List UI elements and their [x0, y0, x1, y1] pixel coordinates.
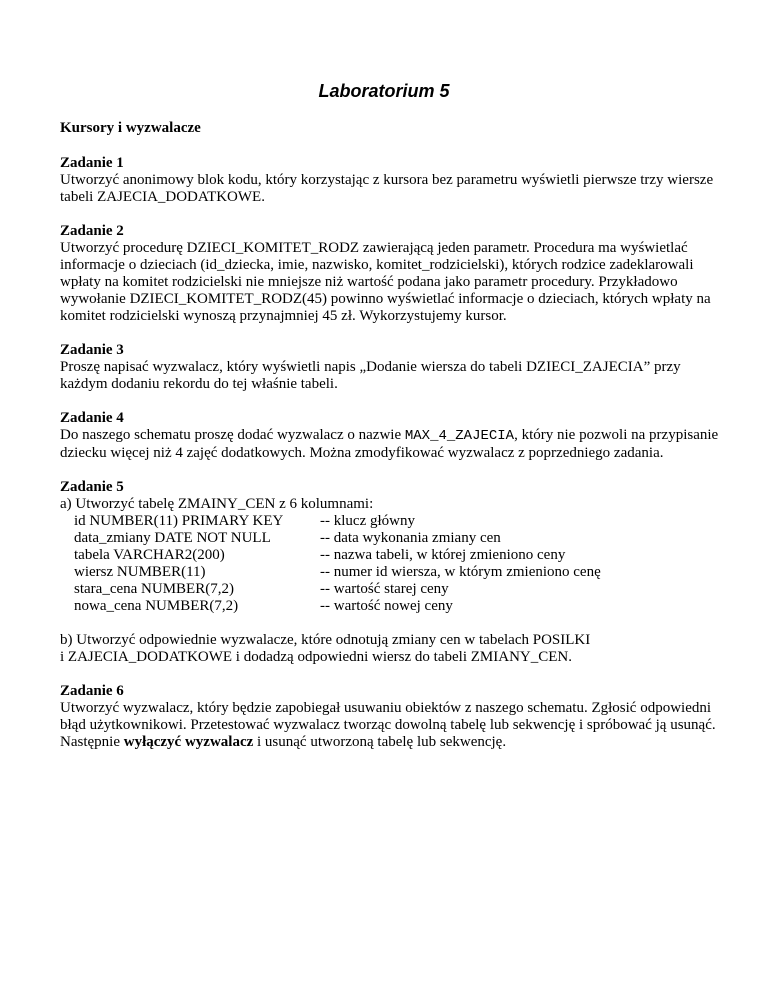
table-row	[74, 564, 601, 581]
task-4-text-after: , który nie pozwoli na przypisanie dziecku więcej niż 4 zajęć dodatkowych. Można zmodyfikować wyzwalacz z poprzedniego zadania.	[60, 427, 719, 461]
task-5-part-b-line-1: b) Utworzyć odpowiednie wyzwalacze, które odnotują zmiany cen w tabelach POSILKI	[60, 632, 591, 648]
task-4-text-before: Do naszego schematu proszę dodać wyzwalacz o nazwie	[60, 427, 405, 443]
column-comment: -- klucz główny	[320, 513, 415, 529]
task-5-heading: Zadanie 5	[60, 479, 124, 495]
table-row	[74, 598, 601, 615]
task-6-text-before: Utworzyć wyzwalacz, który będzie zapobiegał usuwaniu obiektów z naszego schematu. Zgłosić odpowiedni błąd użytkownikowi. Przetestować wyzwalacz tworząc dowolną tabelę lub sekwencję i spróbować ją usunąć. Następnie	[60, 700, 716, 750]
column-definition: tabela VARCHAR2(200)	[74, 547, 225, 563]
column-comment: -- numer id wiersza, w którym zmieniono cenę	[320, 564, 601, 580]
table-row	[74, 581, 601, 598]
column-comment: -- data wykonania zmiany cen	[320, 530, 501, 546]
task-3	[60, 342, 720, 393]
task-4-text	[60, 427, 720, 462]
table-row	[74, 547, 601, 564]
task-5	[60, 479, 720, 666]
task-1-text: Utworzyć anonimowy blok kodu, który korzystając z kursora bez parametru wyświetli pierwsze trzy wiersze tabeli ZAJECIA_DODATKOWE.	[60, 172, 714, 205]
column-comment: -- wartość starej ceny	[320, 581, 449, 597]
trigger-name-code: MAX_4_ZAJECIA	[404, 428, 515, 444]
column-definition: stara_cena NUMBER(7,2)	[74, 581, 234, 597]
columns-table	[74, 513, 601, 615]
task-2-heading: Zadanie 2	[60, 223, 124, 239]
task-2-text: Utworzyć procedurę DZIECI_KOMITET_RODZ zawierającą jeden parametr. Procedura ma wyświetlać informacje o dzieciach (id_dziecka, imie, nazwisko, komitet_rodzicielski), których rodzice zadeklarowali wpłaty na komitet rodzicielski nie mniejsze niż wartość podana jako parametr procedury. Przykładowo wywołanie DZIECI_KOMITET_RODZ(45) powinno wyświetlać informacje o dzieciach, których wpłaty na komitet rodzicielski wynoszą przynajmniej 45 zł. Wykorzystujemy kursor.	[60, 240, 711, 324]
document-title: Laboratorium 5	[318, 81, 450, 101]
task-5-part-b-line-2: i ZAJECIA_DODATKOWE i dodadzą odpowiedni wiersz do tabeli ZMIANY_CEN.	[60, 649, 572, 665]
section-subtitle: Kursory i wyzwalacze	[60, 120, 201, 136]
task-2	[60, 223, 720, 325]
column-comment: -- wartość nowej ceny	[320, 598, 453, 614]
task-4-heading: Zadanie 4	[60, 410, 124, 426]
task-6	[60, 683, 720, 751]
task-6-bold-phrase: wyłączyć wyzwalacz	[123, 734, 254, 750]
column-definition: id NUMBER(11) PRIMARY KEY	[74, 513, 284, 529]
column-comment: -- nazwa tabeli, w której zmieniono ceny	[320, 547, 566, 563]
table-row	[74, 513, 601, 530]
task-4	[60, 410, 720, 462]
task-3-text: Proszę napisać wyzwalacz, który wyświetli napis „Dodanie wiersza do tabeli DZIECI_ZAJECIA” przy każdym dodaniu rekordu do tej właśnie tabeli.	[60, 359, 681, 392]
task-3-heading: Zadanie 3	[60, 342, 124, 358]
task-6-text	[60, 700, 720, 751]
task-1	[60, 155, 720, 206]
task-5-part-a: a) Utworzyć tabelę ZMAINY_CEN z 6 kolumnami:	[60, 496, 374, 512]
task-1-heading: Zadanie 1	[60, 155, 124, 171]
column-definition: wiersz NUMBER(11)	[74, 564, 206, 580]
table-row	[74, 530, 601, 547]
task-6-text-after: i usunąć utworzoną tabelę lub sekwencję.	[253, 734, 507, 750]
column-definition: nowa_cena NUMBER(7,2)	[74, 598, 239, 614]
task-6-heading: Zadanie 6	[60, 683, 124, 699]
document-body	[60, 120, 720, 768]
column-definition: data_zmiany DATE NOT NULL	[74, 530, 271, 546]
